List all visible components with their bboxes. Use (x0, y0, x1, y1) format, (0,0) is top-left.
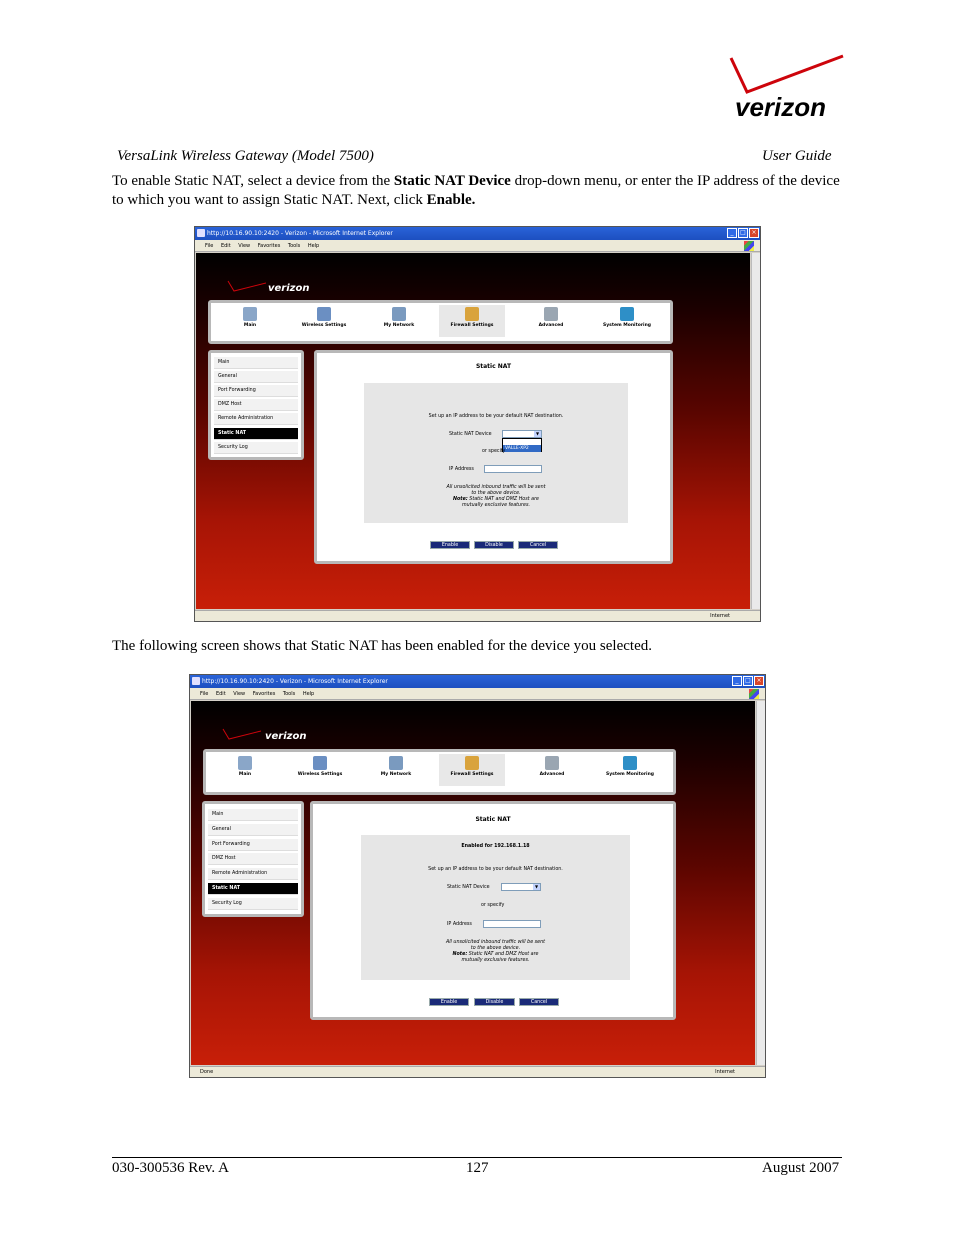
enable-button[interactable]: Enable (429, 998, 469, 1006)
sidebar-item-security-log[interactable]: Security Log (208, 898, 298, 910)
sidebar-item-static-nat[interactable]: Static NAT (208, 883, 298, 895)
footer-date: August 2007 (762, 1160, 840, 1176)
menu-view[interactable]: View (233, 691, 246, 697)
middle-paragraph: The following screen shows that Static NAT has been enabled for the device you selected. (112, 638, 652, 654)
status-zone: Internet (715, 1069, 735, 1075)
or-specify: or specify (482, 449, 506, 454)
minimize-icon[interactable]: _ (732, 676, 742, 686)
status-bar (195, 610, 760, 621)
nav-my-network[interactable]: My Network (366, 305, 432, 337)
sidebar-item-remote-admin[interactable]: Remote Administration (214, 413, 298, 425)
menu-edit[interactable]: Edit (215, 691, 226, 697)
scrollbar[interactable] (751, 253, 760, 609)
top-nav (208, 300, 673, 344)
enabled-message: Enabled for 192.168.1.18 (461, 844, 530, 849)
disable-button[interactable]: Disable (474, 998, 515, 1006)
menu-tools[interactable]: Tools (287, 243, 301, 249)
note-line-2: to the above device. (470, 946, 521, 951)
menu-bar (195, 240, 760, 252)
sidebar (202, 801, 304, 917)
intro-paragraph: To enable Static NAT, select a device from the Static NAT Device drop-down menu, or enter the IP address of the device to which you want to assign Static NAT. Next, click Enable. (112, 173, 840, 208)
status-bar (190, 1066, 765, 1077)
footer-doc-number: 030-300536 Rev. A (112, 1160, 229, 1176)
sidebar-item-static-nat[interactable]: Static NAT (214, 428, 298, 440)
sidebar-item-remote-admin[interactable]: Remote Administration (208, 868, 298, 880)
nav-main[interactable]: Main (217, 305, 283, 337)
firewall-icon (465, 756, 479, 770)
enable-button[interactable]: Enable (430, 541, 470, 549)
device-label: Static NAT Device (447, 885, 490, 890)
note-line-1: All unsolicited inbound traffic will be sent (445, 940, 546, 945)
page-number: 127 (466, 1160, 489, 1176)
sidebar-item-port-forwarding[interactable]: Port Forwarding (214, 385, 298, 397)
nav-my-network[interactable]: My Network (363, 754, 429, 786)
note-line-1: All unsolicited inbound traffic will be sent (446, 485, 546, 490)
ip-address-input[interactable] (484, 465, 542, 473)
verizon-check-icon (226, 279, 266, 293)
minimize-icon[interactable]: _ (727, 228, 737, 238)
top-nav (203, 749, 676, 795)
ip-address-input[interactable] (483, 920, 541, 928)
advanced-icon (545, 756, 559, 770)
header-title: VersaLink Wireless Gateway (Model 7500) (117, 148, 374, 164)
nav-system-monitoring[interactable]: System Monitoring (594, 305, 660, 337)
menu-help[interactable]: Help (307, 243, 320, 249)
ie-icon (192, 677, 200, 685)
close-icon[interactable]: × (749, 228, 759, 238)
title-bar: http://10.16.90.10:2420 - Verizon - Microsoft Internet Explorer _ □ × (195, 227, 760, 240)
sidebar-item-dmz-host[interactable]: DMZ Host (214, 399, 298, 411)
main-icon (238, 756, 252, 770)
screenshot-2 (189, 674, 766, 1078)
network-icon (392, 307, 406, 321)
cancel-button[interactable]: Cancel (518, 541, 558, 549)
menu-view[interactable]: View (238, 243, 251, 249)
menu-file[interactable]: File (200, 691, 209, 697)
menu-file[interactable]: File (205, 243, 214, 249)
ip-address-label: IP Address (449, 467, 474, 472)
note-line-4: mutually exclusive features. (461, 958, 530, 963)
page-title: Static NAT (475, 363, 512, 370)
wireless-icon (313, 756, 327, 770)
nav-advanced[interactable]: Advanced (518, 305, 584, 337)
menu-tools[interactable]: Tools (282, 691, 296, 697)
nav-advanced[interactable]: Advanced (519, 754, 585, 786)
sidebar (208, 350, 304, 460)
windows-logo-icon (744, 241, 754, 251)
browser-viewport (196, 253, 750, 609)
menu-favorites[interactable]: Favorites (252, 691, 276, 697)
or-specify: or specify (481, 903, 505, 908)
nav-firewall-settings[interactable]: Firewall Settings (439, 305, 505, 337)
verizon-logo (725, 52, 845, 124)
footer-rule (112, 1157, 842, 1158)
intro-text: Set up an IP address to be your default NAT destination. (428, 414, 564, 419)
nav-system-monitoring[interactable]: System Monitoring (597, 754, 663, 786)
disable-button[interactable]: Disable (474, 541, 514, 549)
note-line-3: Note: Static NAT and DMZ Host are (452, 497, 540, 502)
sidebar-item-security-log[interactable]: Security Log (214, 442, 298, 454)
screenshot-1 (194, 226, 761, 622)
page-title: Static NAT (475, 816, 511, 823)
note-line-3: Note: Static NAT and DMZ Host are (452, 952, 539, 957)
firewall-icon (465, 307, 479, 321)
close-icon[interactable]: × (754, 676, 764, 686)
network-icon (389, 756, 403, 770)
monitor-icon (623, 756, 637, 770)
nav-wireless-settings[interactable]: Wireless Settings (287, 754, 353, 786)
scrollbar[interactable] (756, 701, 765, 1065)
note-line-2: to the above device. (471, 491, 521, 496)
sidebar-item-main[interactable]: Main (208, 809, 298, 821)
nav-firewall-settings[interactable]: Firewall Settings (439, 754, 505, 786)
verizon-wordmark: verizon (268, 283, 310, 294)
verizon-check-icon (221, 727, 261, 741)
browser-viewport (191, 701, 755, 1065)
main-icon (243, 307, 257, 321)
sidebar-item-general[interactable]: General (214, 371, 298, 383)
chevron-down-icon: ▼ (534, 884, 539, 889)
status-zone: Internet (710, 613, 730, 619)
ie-icon (197, 229, 205, 237)
ip-address-label: IP Address (447, 922, 472, 927)
menu-favorites[interactable]: Favorites (257, 243, 281, 249)
menu-help[interactable]: Help (302, 691, 315, 697)
title-bar: http://10.16.90.10:2420 - Verizon - Microsoft Internet Explorer _ □ × (190, 675, 765, 688)
cancel-button[interactable]: Cancel (519, 998, 559, 1006)
static-nat-device-select[interactable] (502, 430, 542, 438)
dropdown-option[interactable]: VALLE-XP2 (503, 445, 541, 452)
logo-text: verizon (735, 92, 827, 122)
header-doc-type: User Guide (762, 148, 832, 164)
device-label: Static NAT Device (449, 432, 492, 437)
monitor-icon (620, 307, 634, 321)
sidebar-item-dmz-host[interactable]: DMZ Host (208, 853, 298, 865)
sidebar-item-main[interactable]: Main (214, 357, 298, 369)
intro-text: Set up an IP address to be your default NAT destination. (428, 867, 563, 872)
sidebar-item-port-forwarding[interactable]: Port Forwarding (208, 839, 298, 851)
static-nat-device-select[interactable] (501, 883, 541, 891)
wireless-icon (317, 307, 331, 321)
content-panel (314, 350, 673, 564)
windows-logo-icon (749, 689, 759, 699)
maximize-icon[interactable]: □ (743, 676, 753, 686)
sidebar-item-general[interactable]: General (208, 824, 298, 836)
dropdown-list (502, 438, 542, 452)
advanced-icon (544, 307, 558, 321)
chevron-down-icon: ▼ (535, 431, 540, 436)
settings-box (364, 383, 628, 523)
nav-wireless-settings[interactable]: Wireless Settings (291, 305, 357, 337)
verizon-wordmark: verizon (265, 731, 307, 742)
note-line-4: mutually exclusive features. (462, 503, 530, 508)
status-done: Done (200, 1069, 214, 1075)
settings-box (361, 835, 630, 980)
maximize-icon[interactable]: □ (738, 228, 748, 238)
content-panel (310, 801, 676, 1020)
menu-edit[interactable]: Edit (220, 243, 231, 249)
nav-main[interactable]: Main (212, 754, 278, 786)
menu-bar (190, 688, 765, 700)
